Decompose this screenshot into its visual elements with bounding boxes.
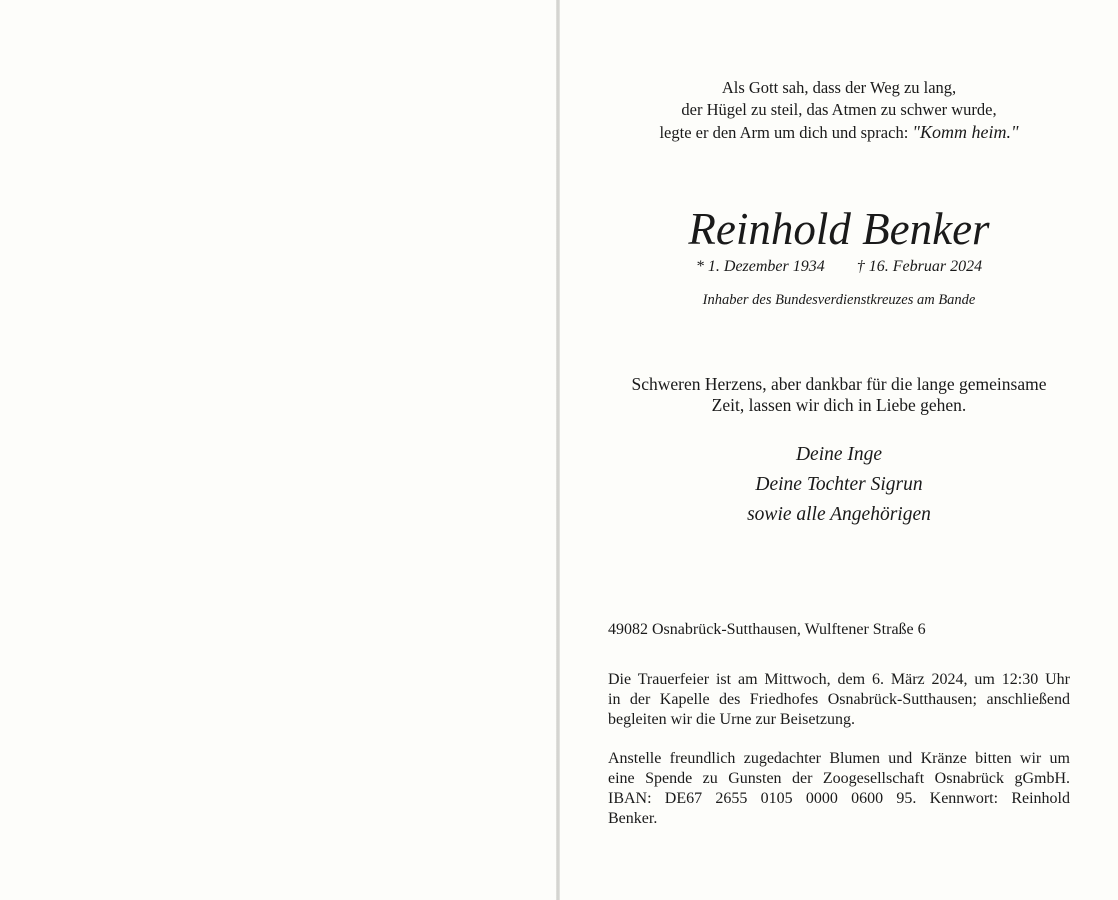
poem: [560, 77, 1118, 144]
donation-line: Anstelle freundlich zugedachter Blumen und Kränze bitten wir um: [608, 750, 1070, 767]
ceremony-line: Die Trauerfeier ist am Mittwoch, dem 6. März 2024, um 12:30 Uhr: [608, 671, 1070, 688]
poem-line: der Hügel zu steil, das Atmen zu schwer wurde,: [681, 100, 997, 119]
donation-info: [608, 749, 1070, 829]
ceremony-info: [608, 670, 1070, 730]
deceased-name: Reinhold Benker: [688, 204, 990, 254]
mourners-list: [560, 440, 1118, 530]
poem-line-text: legte er den Arm um dich und sprach:: [659, 123, 913, 142]
ceremony-line: begleiten wir die Urne zur Beisetzung.: [608, 711, 856, 728]
poem-line: [560, 121, 1118, 144]
farewell-text: [560, 374, 1118, 416]
mourner: Deine Inge: [795, 444, 883, 465]
mourner: sowie alle Angehörigen: [747, 504, 931, 525]
donation-line: IBAN: DE67 2655 0105 0000 0600 95. Kennwort: Reinhold: [608, 790, 1070, 807]
farewell-line: Schweren Herzens, aber dankbar für die lange gemeinsame: [631, 374, 1047, 394]
right-page: [560, 0, 1118, 900]
death-date: † 16. Februar 2024: [856, 258, 983, 275]
farewell-line: Zeit, lassen wir dich in Liebe gehen.: [711, 395, 967, 415]
poem-line: Als Gott sah, dass der Weg zu lang,: [721, 78, 957, 97]
donation-line: Benker.: [608, 810, 658, 827]
donation-line: eine Spende zu Gunsten der Zoogesellschaft Osnabrück gGmbH.: [608, 770, 1070, 787]
honor-line: Inhaber des Bundesverdienstkreuzes am Bande: [702, 292, 976, 308]
mourner: Deine Tochter Sigrun: [755, 474, 923, 495]
left-page: [0, 0, 556, 900]
life-dates: [560, 257, 1118, 277]
poem-quote: "Komm heim.": [912, 122, 1019, 142]
birth-date: * 1. Dezember 1934: [695, 258, 825, 275]
address: 49082 Osnabrück-Sutthausen, Wulftener Straße 6: [608, 621, 926, 638]
ceremony-line: in der Kapelle des Friedhofes Osnabrück-Sutthausen; anschließend: [608, 691, 1070, 708]
